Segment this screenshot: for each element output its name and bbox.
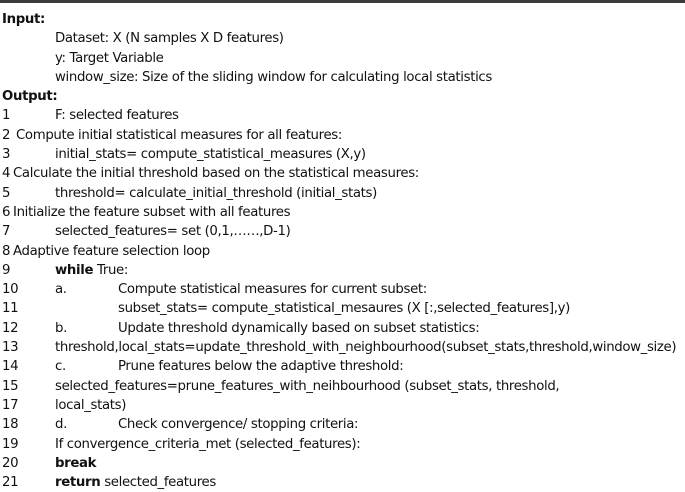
line-number: 12	[2, 320, 19, 336]
line-number: 11	[2, 301, 19, 317]
line-number: 7	[2, 224, 11, 240]
algo-line	[2, 377, 685, 396]
algo-line	[2, 357, 685, 376]
input-line	[2, 29, 685, 48]
algo-line	[2, 396, 685, 415]
input-line	[2, 49, 685, 68]
line-number: 21	[2, 475, 19, 491]
algo-line	[2, 338, 685, 357]
line-number: 4	[2, 166, 11, 182]
line-text: Calculate the initial threshold based on the statistical measures:	[13, 166, 419, 182]
input-window-size: window_size: Size of the sliding window for calculating local statistics	[55, 69, 492, 85]
algo-line	[2, 203, 685, 222]
algo-line	[2, 126, 685, 145]
input-line	[2, 68, 685, 87]
line-text: Initialize the feature subset with all features	[13, 204, 291, 220]
keyword-return: return	[55, 475, 101, 491]
algo-line	[2, 435, 685, 454]
line-number: 17	[2, 397, 19, 413]
line-number: 20	[2, 455, 19, 471]
algo-line	[2, 280, 685, 299]
input-dataset: Dataset: X (N samples X D features)	[55, 31, 284, 47]
line-text: Check convergence/ stopping criteria:	[118, 417, 359, 433]
line-text: threshold,local_stats=update_threshold_with_neighbourhood(subset_stats,threshold,window_size)	[55, 340, 677, 356]
algo-line	[2, 164, 685, 183]
line-text: True:	[93, 262, 128, 278]
line-number: 2	[2, 127, 11, 143]
algo-line	[2, 222, 685, 241]
line-text: Adaptive feature selection loop	[13, 243, 210, 259]
input-heading: Input:	[2, 12, 45, 27]
input-heading-line	[2, 10, 685, 29]
keyword-break: break	[55, 455, 97, 471]
input-target: y: Target Variable	[55, 50, 164, 66]
algo-line	[2, 184, 685, 203]
line-text: Compute statistical measures for current subset:	[118, 282, 427, 298]
line-number: 9	[2, 262, 11, 278]
output-heading: Output:	[2, 89, 58, 105]
keyword-while: while	[55, 262, 94, 278]
line-text: Prune features below the adaptive threshold:	[118, 359, 404, 375]
line-number: 14	[2, 359, 19, 375]
step-label: c.	[55, 359, 66, 375]
line-number: 6	[2, 204, 11, 220]
line-number: 15	[2, 378, 19, 394]
algorithm-block	[2, 10, 685, 492]
line-number: 19	[2, 436, 19, 452]
line-text: selected_features	[100, 475, 216, 491]
line-number: 13	[2, 340, 19, 356]
algo-line	[2, 261, 685, 280]
line-number: 3	[2, 147, 11, 163]
line-number: 8	[2, 243, 11, 259]
output-heading-line	[2, 87, 685, 106]
algo-line	[2, 319, 685, 338]
line-number: 10	[2, 282, 19, 298]
line-text: If convergence_criteria_met (selected_features):	[55, 436, 361, 452]
line-text: Update threshold dynamically based on subset statistics:	[118, 320, 480, 336]
line-number: 1	[2, 108, 11, 124]
algo-line	[2, 473, 685, 492]
algo-line	[2, 299, 685, 318]
algo-line	[2, 145, 685, 164]
top-rule	[0, 0, 685, 3]
line-text: initial_stats= compute_statistical_measures (X,y)	[55, 147, 366, 163]
algo-line	[2, 415, 685, 434]
line-text: F: selected features	[55, 108, 179, 124]
algo-line	[2, 106, 685, 125]
line-text: local_stats)	[55, 397, 127, 413]
step-label: a.	[55, 282, 67, 298]
line-number: 18	[2, 417, 19, 433]
line-text: threshold= calculate_initial_threshold (initial_stats)	[55, 185, 377, 201]
algo-line	[2, 454, 685, 473]
line-text: selected_features= set (0,1,……,D-1)	[55, 224, 291, 240]
step-label: d.	[55, 417, 67, 433]
step-label: b.	[55, 320, 67, 336]
algo-line	[2, 242, 685, 261]
line-text: Compute initial statistical measures for all features:	[16, 127, 343, 143]
line-text: subset_stats= compute_statistical_mesaures (X [:,selected_features],y)	[118, 301, 570, 317]
line-number: 5	[2, 185, 11, 201]
line-text: selected_features=prune_features_with_neihbourhood (subset_stats, threshold,	[55, 378, 560, 394]
